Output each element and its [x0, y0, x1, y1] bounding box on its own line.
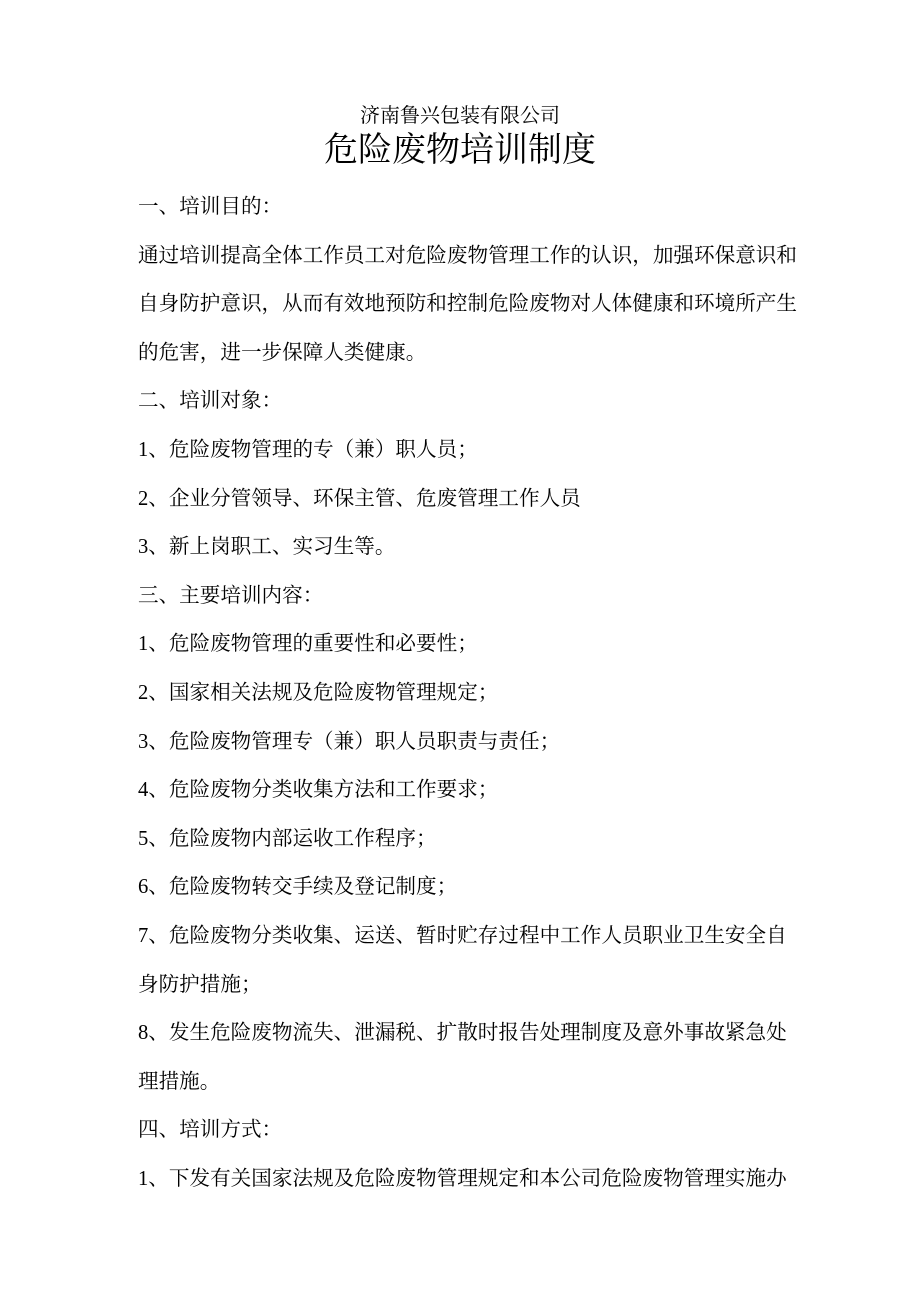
paragraph-line: 自身防护意识，从而有效地预防和控制危险废物对人体健康和环境所产生 [138, 293, 797, 316]
list-item: 2、企业分管领导、环保主管、危废管理工作人员 [138, 487, 581, 510]
section-heading: 二、培训对象： [138, 390, 283, 413]
list-item: 1、危险废物管理的专（兼）职人员； [138, 438, 478, 461]
company-name: 济南鲁兴包装有限公司 [360, 105, 560, 127]
list-item: 1、危险废物管理的重要性和必要性； [138, 633, 478, 656]
list-item: 3、新上岗职工、实习生等。 [138, 536, 396, 559]
list-item: 6、危险废物转交手续及登记制度； [138, 876, 458, 899]
list-item: 8、发生危险废物流失、泄漏税、扩散时报告处理制度及意外事故紧急处 [138, 1022, 787, 1045]
document-title: 危险废物培训制度 [324, 132, 596, 169]
list-item: 1、下发有关国家法规及危险废物管理规定和本公司危险废物管理实施办 [138, 1167, 787, 1190]
list-item: 2、国家相关法规及危险废物管理规定； [138, 681, 499, 704]
list-item: 4、危险废物分类收集方法和工作要求； [138, 779, 499, 802]
continuation-line: 理措施。 [138, 1070, 221, 1093]
list-item: 7、危险废物分类收集、运送、暂时贮存过程中工作人员职业卫生安全自 [138, 924, 787, 947]
list-item: 5、危险废物内部运收工作程序； [138, 827, 437, 850]
list-item: 3、危险废物管理专（兼）职人员职责与责任； [138, 730, 561, 753]
document-body [138, 194, 800, 1214]
section-heading: 一、培训目的： [138, 196, 283, 218]
continuation-line: 身防护措施； [138, 973, 262, 996]
paragraph-line: 的危害，进一步保障人类健康。 [138, 341, 427, 364]
section-heading: 四、培训方式： [138, 1119, 283, 1142]
section-heading: 三、主要培训内容： [138, 584, 324, 607]
paragraph-line: 通过培训提高全体工作员工对危险废物管理工作的认识，加强环保意识和 [138, 244, 797, 267]
